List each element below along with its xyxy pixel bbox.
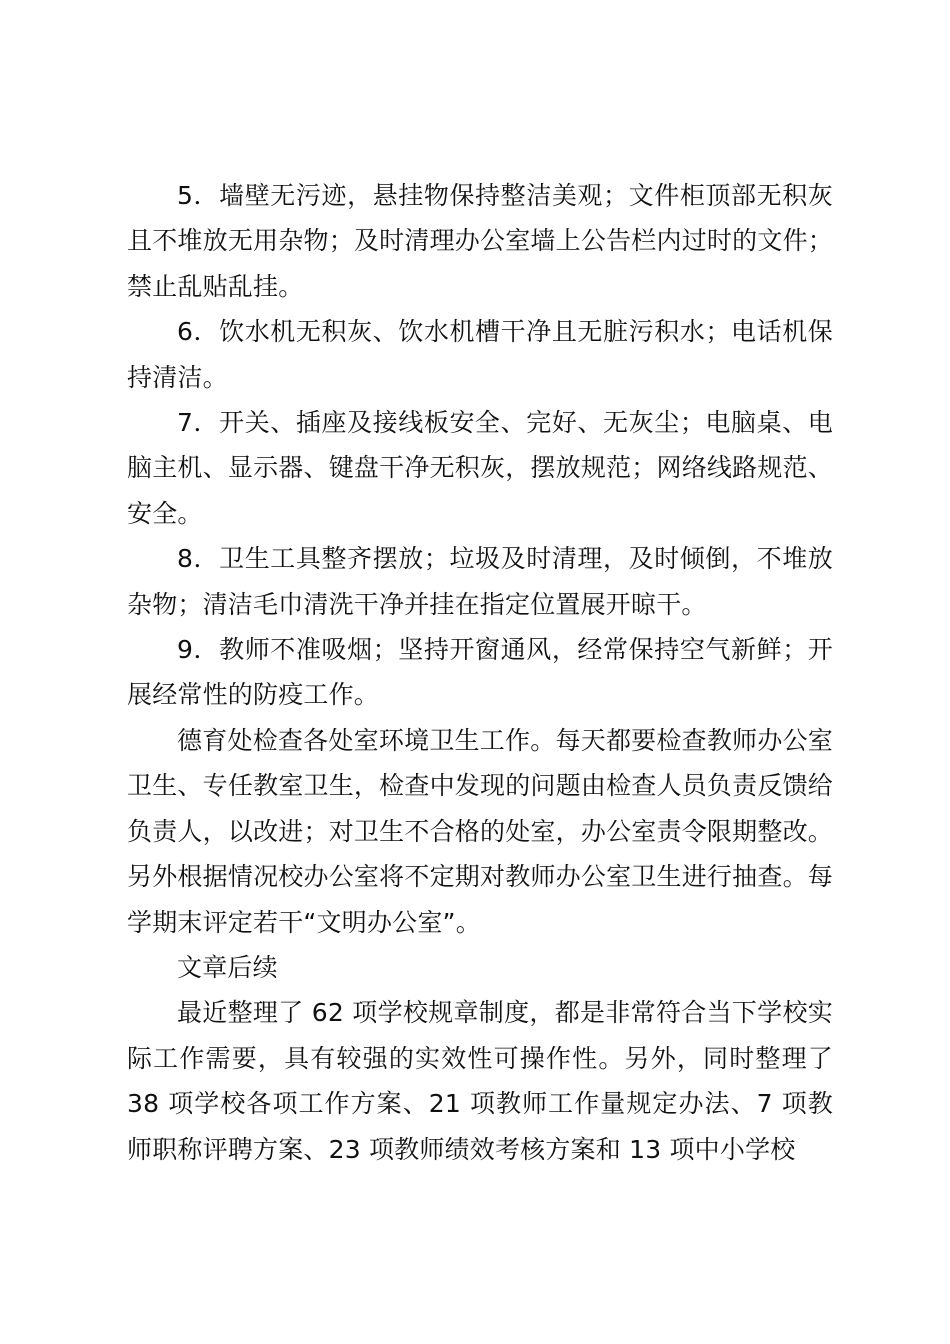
paragraph-item-5: 5．墙壁无污迹，悬挂物保持整洁美观；文件柜顶部无积灰且不堆放无用杂物；及时清理办公室墙上公告栏内过时的文件；禁止乱贴乱挂。 (127, 181, 833, 301)
paragraph-item-7: 7．开关、插座及接线板安全、完好、无灰尘；电脑桌、电脑主机、显示器、键盘干净无积灰，摆放规范；网络线路规范、安全。 (127, 408, 833, 528)
document-body (127, 173, 833, 1172)
paragraph-follow-up: 最近整理了 62 项学校规章制度，都是非常符合当下学校实际工作需要，具有较强的实效性可操作性。另外，同时整理了 38 项学校各项工作方案、21 项教师工作量规定办法、7 项教师职称评聘方案、23 项教师绩效考核方案和 13 项中小学校 (127, 998, 833, 1164)
section-heading-follow-up: 文章后续 (177, 952, 278, 982)
paragraph-item-9: 9．教师不准吸烟；坚持开窗通风，经常保持空气新鲜；开展经常性的防疫工作。 (127, 635, 833, 710)
paragraph-inspection: 德育处检查各处室环境卫生工作。每天都要检查教师办公室卫生、专任教室卫生，检查中发现的问题由检查人员负责反馈给负责人，以改进；对卫生不合格的处室，办公室责令限期整改。另外根据情况校办公室将不定期对教师办公室卫生进行抽查。每学期末评定若干“文明办公室”。 (127, 725, 833, 937)
paragraph-item-6: 6．饮水机无积灰、饮水机槽干净且无脏污积水；电话机保持清洁。 (127, 317, 833, 392)
paragraph-item-8: 8．卫生工具整齐摆放；垃圾及时清理，及时倾倒，不堆放杂物；清洁毛巾清洗干净并挂在指定位置展开晾干。 (127, 544, 833, 619)
